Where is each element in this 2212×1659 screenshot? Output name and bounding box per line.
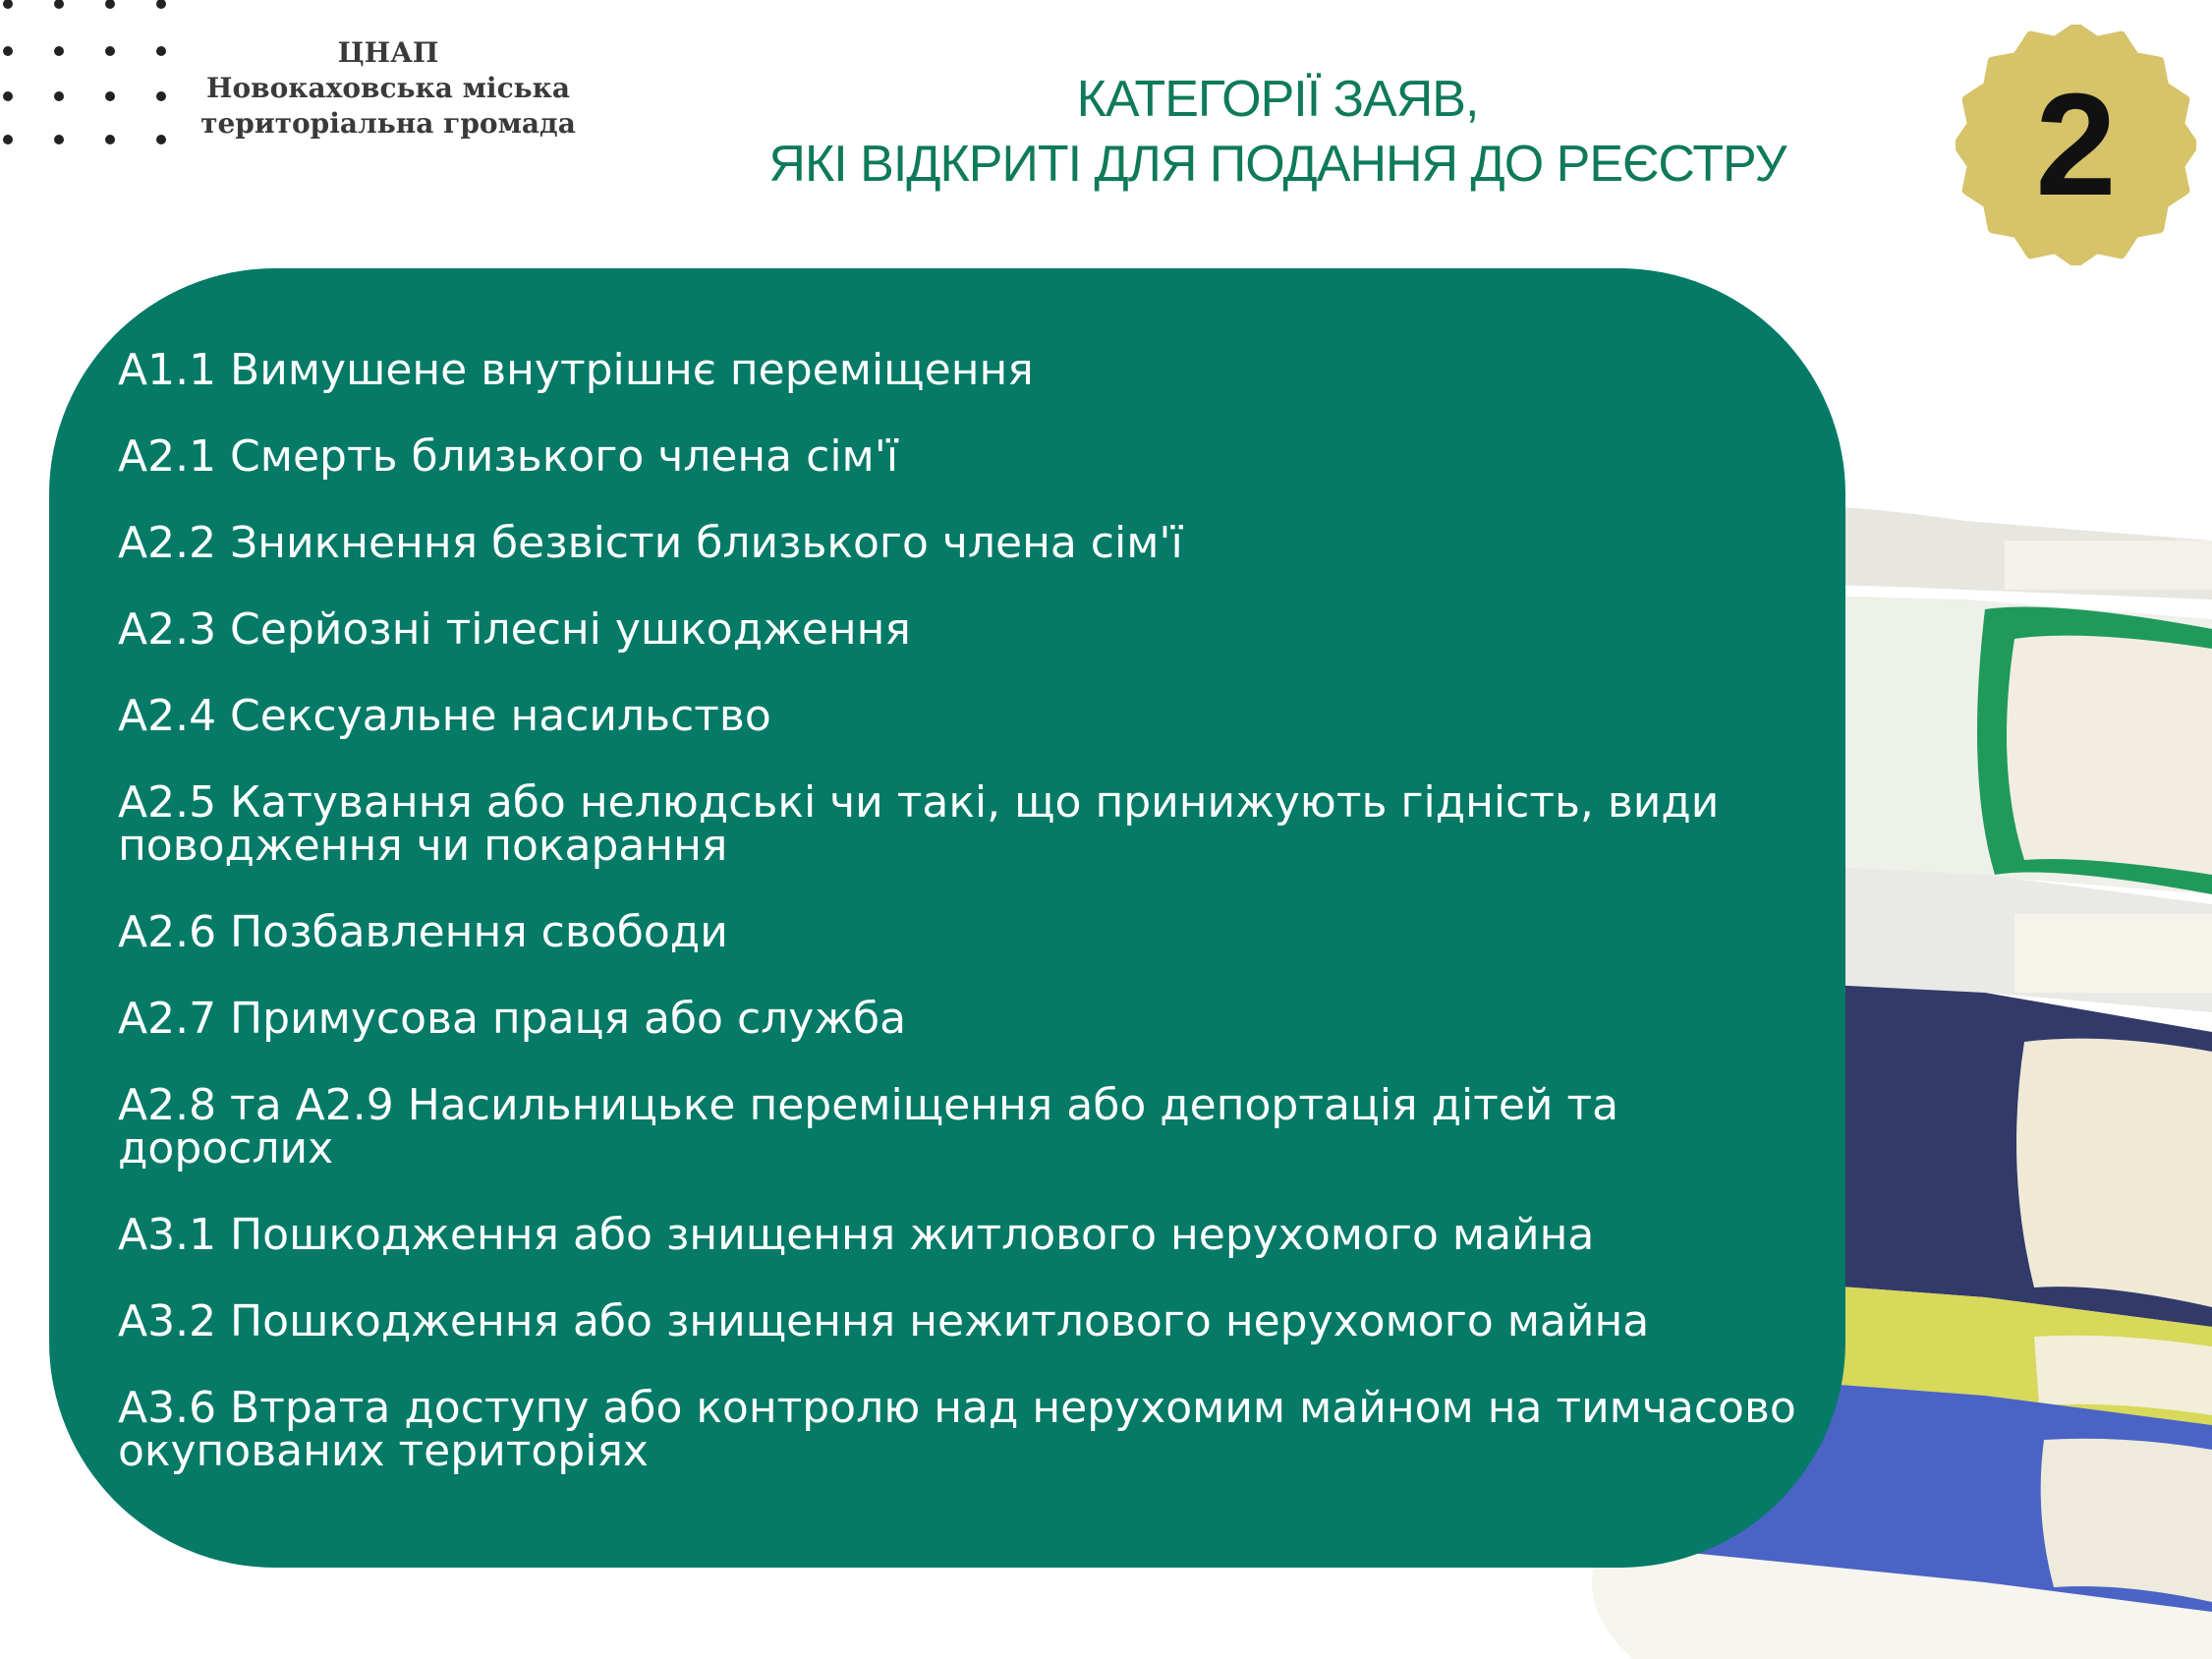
title-line-1: КАТЕГОРІЇ ЗАЯВ, [1076,71,1479,128]
category-item: А3.6 Втрата доступу або контролю над нерухомим майном на тимчасово окупованих територіях [118,1383,1796,1476]
category-item: А2.1 Смерть близького члена сім'ї [118,431,899,482]
title-line-2: ЯКІ ВІДКРИТІ ДЛЯ ПОДАННЯ ДО РЕЄСТРУ [768,136,1787,193]
category-item: А2.5 Катування або нелюдські чи такі, що принижують гідність, види поводження чи покарання [118,777,1720,871]
categories-list [118,345,1847,1516]
org-line-3: територіальна громада [200,107,576,140]
category-item: А2.6 Позбавлення свободи [118,907,728,957]
page-title [649,67,1906,197]
category-item: А2.8 та А2.9 Насильницьке переміщення або депортація дітей та дорослих [118,1080,1619,1173]
category-item: А3.1 Пошкодження або знищення житлового нерухомого майна [118,1210,1595,1260]
category-item: А2.2 Зникнення безвісти близького члена сім'ї [118,518,1183,568]
badge-number: 2 [2035,63,2117,226]
organization-name [182,35,595,142]
category-item: А1.1 Вимушене внутрішнє переміщення [118,345,1034,395]
category-item: А2.3 Серйозні тілесні ушкодження [118,604,911,655]
dot-grid-decoration [0,0,177,147]
org-line-2: Новокаховська міська [206,72,570,104]
org-line-1: ЦНАП [337,36,439,69]
category-item: А2.7 Примусова праця або служба [118,994,907,1044]
category-item: А2.4 Сексуальне насильство [118,691,771,741]
category-item: А3.2 Пошкодження або знищення нежитлового нерухомого майна [118,1296,1650,1346]
